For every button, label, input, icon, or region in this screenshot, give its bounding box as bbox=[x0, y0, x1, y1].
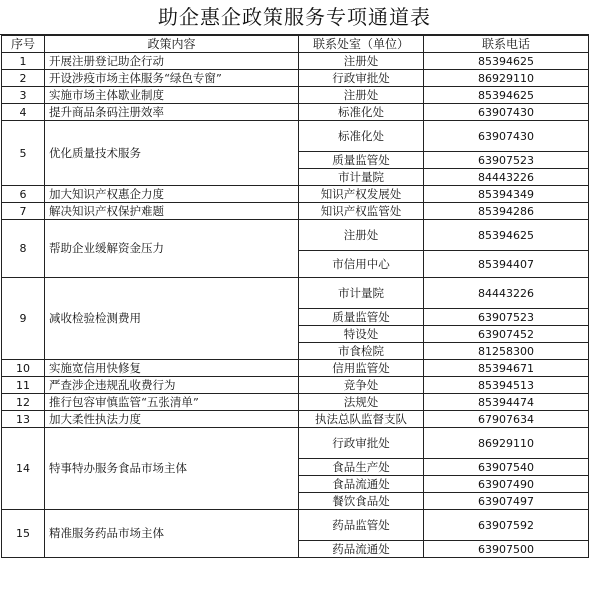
row-tel: 86929110 bbox=[424, 428, 589, 459]
row-no: 4 bbox=[2, 104, 45, 121]
row-dept: 特设处 bbox=[299, 326, 424, 343]
row-policy: 优化质量技术服务 bbox=[45, 121, 299, 186]
row-no: 14 bbox=[2, 428, 45, 510]
row-dept: 注册处 bbox=[299, 220, 424, 251]
row-no: 5 bbox=[2, 121, 45, 186]
row-dept: 信用监管处 bbox=[299, 360, 424, 377]
row-tel: 84443226 bbox=[424, 169, 589, 186]
row-policy: 开设涉疫市场主体服务“绿色专窗” bbox=[45, 70, 299, 87]
row-dept: 市信用中心 bbox=[299, 251, 424, 278]
row-dept: 食品流通处 bbox=[299, 476, 424, 493]
row-no: 15 bbox=[2, 510, 45, 558]
row-policy: 精准服务药品市场主体 bbox=[45, 510, 299, 558]
policy-table bbox=[1, 35, 589, 558]
row-tel: 63907490 bbox=[424, 476, 589, 493]
header-row bbox=[2, 36, 589, 53]
row-policy: 提升商品条码注册效率 bbox=[45, 104, 299, 121]
table-title: 助企惠企政策服务专项通道表 bbox=[0, 0, 589, 35]
table-row bbox=[2, 70, 589, 87]
row-dept: 标准化处 bbox=[299, 104, 424, 121]
row-no: 7 bbox=[2, 203, 45, 220]
row-tel: 63907500 bbox=[424, 541, 589, 558]
row-tel: 63907523 bbox=[424, 309, 589, 326]
row-tel: 85394474 bbox=[424, 394, 589, 411]
row-dept: 知识产权监管处 bbox=[299, 203, 424, 220]
row-no: 3 bbox=[2, 87, 45, 104]
row-policy: 帮助企业缓解资金压力 bbox=[45, 220, 299, 278]
row-no: 12 bbox=[2, 394, 45, 411]
table-row bbox=[2, 510, 589, 541]
row-policy: 减收检验检测费用 bbox=[45, 278, 299, 360]
row-dept: 药品监管处 bbox=[299, 510, 424, 541]
row-tel: 85394625 bbox=[424, 87, 589, 104]
row-no: 13 bbox=[2, 411, 45, 428]
row-no: 8 bbox=[2, 220, 45, 278]
row-policy: 解决知识产权保护难题 bbox=[45, 203, 299, 220]
table-row bbox=[2, 411, 589, 428]
table-row bbox=[2, 121, 589, 152]
row-policy: 实施宽信用快修复 bbox=[45, 360, 299, 377]
table-row bbox=[2, 220, 589, 251]
table-row bbox=[2, 278, 589, 309]
row-no: 6 bbox=[2, 186, 45, 203]
table-row bbox=[2, 53, 589, 70]
table-row bbox=[2, 104, 589, 121]
row-tel: 63907523 bbox=[424, 152, 589, 169]
row-dept: 注册处 bbox=[299, 87, 424, 104]
table-row bbox=[2, 186, 589, 203]
table-row bbox=[2, 377, 589, 394]
row-no: 1 bbox=[2, 53, 45, 70]
row-dept: 竞争处 bbox=[299, 377, 424, 394]
row-tel: 85394407 bbox=[424, 251, 589, 278]
row-dept: 行政审批处 bbox=[299, 428, 424, 459]
row-dept: 执法总队监督支队 bbox=[299, 411, 424, 428]
row-tel: 85394349 bbox=[424, 186, 589, 203]
row-no: 11 bbox=[2, 377, 45, 394]
table-row bbox=[2, 87, 589, 104]
table-row bbox=[2, 394, 589, 411]
table-row bbox=[2, 360, 589, 377]
row-tel: 85394671 bbox=[424, 360, 589, 377]
header-policy: 政策内容 bbox=[45, 36, 299, 53]
row-tel: 81258300 bbox=[424, 343, 589, 360]
row-policy: 实施市场主体歇业制度 bbox=[45, 87, 299, 104]
table-row bbox=[2, 203, 589, 220]
row-tel: 63907540 bbox=[424, 459, 589, 476]
row-tel: 63907452 bbox=[424, 326, 589, 343]
row-tel: 85394625 bbox=[424, 220, 589, 251]
row-policy: 推行包容审慎监管“五张清单” bbox=[45, 394, 299, 411]
row-dept: 餐饮食品处 bbox=[299, 493, 424, 510]
row-dept: 市食检院 bbox=[299, 343, 424, 360]
row-dept: 市计量院 bbox=[299, 278, 424, 309]
row-dept: 法规处 bbox=[299, 394, 424, 411]
table-row bbox=[2, 428, 589, 459]
row-tel: 85394513 bbox=[424, 377, 589, 394]
row-dept: 标准化处 bbox=[299, 121, 424, 152]
row-no: 2 bbox=[2, 70, 45, 87]
row-dept: 注册处 bbox=[299, 53, 424, 70]
row-tel: 63907592 bbox=[424, 510, 589, 541]
row-no: 9 bbox=[2, 278, 45, 360]
row-tel: 63907430 bbox=[424, 121, 589, 152]
row-policy: 严查涉企违规乱收费行为 bbox=[45, 377, 299, 394]
row-policy: 开展注册登记助企行动 bbox=[45, 53, 299, 70]
row-tel: 84443226 bbox=[424, 278, 589, 309]
row-policy: 特事特办服务食品市场主体 bbox=[45, 428, 299, 510]
row-tel: 86929110 bbox=[424, 70, 589, 87]
row-dept: 质量监管处 bbox=[299, 309, 424, 326]
row-tel: 85394286 bbox=[424, 203, 589, 220]
header-no: 序号 bbox=[2, 36, 45, 53]
row-tel: 85394625 bbox=[424, 53, 589, 70]
row-policy: 加大柔性执法力度 bbox=[45, 411, 299, 428]
row-policy: 加大知识产权惠企力度 bbox=[45, 186, 299, 203]
row-tel: 63907497 bbox=[424, 493, 589, 510]
row-dept: 市计量院 bbox=[299, 169, 424, 186]
row-dept: 行政审批处 bbox=[299, 70, 424, 87]
row-tel: 63907430 bbox=[424, 104, 589, 121]
header-dept: 联系处室（单位） bbox=[299, 36, 424, 53]
row-dept: 药品流通处 bbox=[299, 541, 424, 558]
header-tel: 联系电话 bbox=[424, 36, 589, 53]
row-dept: 质量监管处 bbox=[299, 152, 424, 169]
row-no: 10 bbox=[2, 360, 45, 377]
row-dept: 知识产权发展处 bbox=[299, 186, 424, 203]
row-tel: 67907634 bbox=[424, 411, 589, 428]
row-dept: 食品生产处 bbox=[299, 459, 424, 476]
